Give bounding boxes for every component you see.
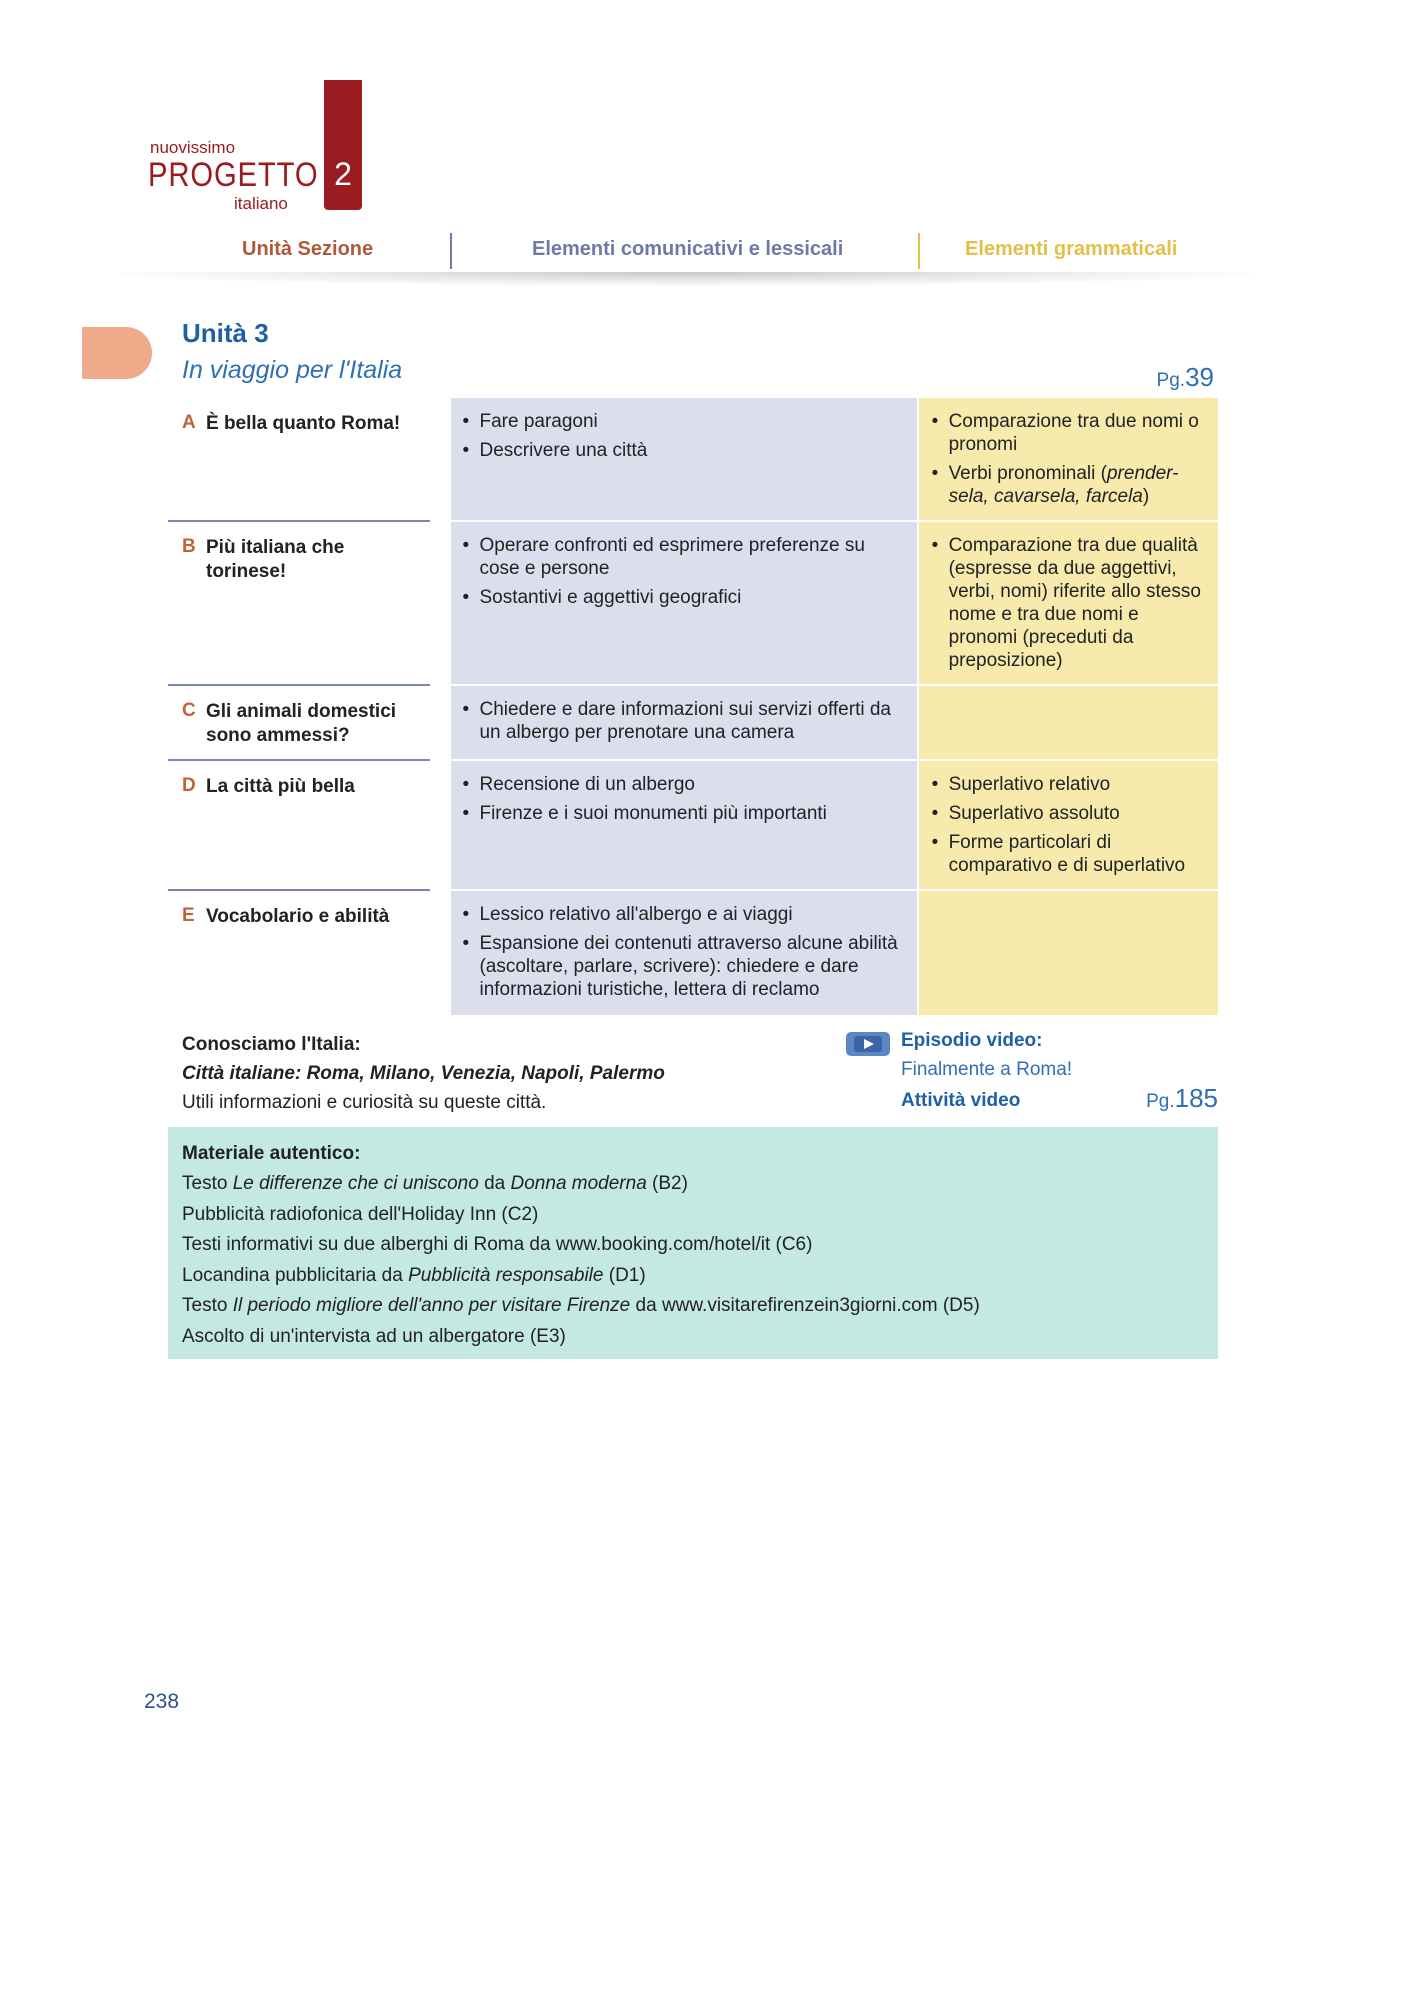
communicative-item: • Sostantivi e aggettivi geografici — [461, 586, 908, 609]
table-row — [168, 686, 1218, 761]
page-number: 39 — [1185, 362, 1214, 392]
section-title: La città più bella — [206, 776, 355, 797]
authentic-text: da www.visitarefirenzein3giorni.com (D5) — [630, 1295, 980, 1316]
video-activity-label: Attività video — [901, 1090, 1021, 1111]
grammar-text: Comparazione tra due nomi o pronomi — [948, 411, 1199, 455]
unit-tab-marker — [82, 327, 152, 379]
grammar-item — [931, 773, 1212, 796]
know-italy-cities: Città italiane: Roma, Milano, Venezia, Napoli, Palermo — [182, 1063, 665, 1084]
page-label: Pg. — [1156, 370, 1186, 391]
authentic-materials-box — [168, 1127, 1218, 1359]
section-letter: E — [182, 905, 195, 926]
table-row — [168, 761, 1218, 891]
header-shadow — [120, 272, 1250, 286]
communicative-item: • Descrivere una città — [461, 439, 908, 462]
video-episode-label: Episodio video: — [901, 1030, 1043, 1051]
authentic-text: Donna moderna — [510, 1173, 647, 1194]
table-row — [168, 398, 1218, 522]
communicative-cell — [451, 761, 916, 889]
communicative-item: • Espansione dei contenuti attraverso alcune abilità (ascoltare, parlare, scrivere): chiedere e dare informazioni turistiche, lettera di reclamo — [461, 932, 908, 1001]
authentic-text: Testi informativi su due alberghi di Roma da www.booking.com/hotel/it (C6) — [182, 1234, 813, 1255]
header-unit-section: Unità Sezione — [242, 238, 374, 260]
grammar-item — [931, 534, 1212, 672]
section-cell — [168, 891, 430, 1015]
grammar-text: Verbi pronominali ( — [948, 463, 1107, 484]
section-letter: C — [182, 700, 196, 721]
authentic-text: (B2) — [646, 1173, 688, 1194]
table-row — [168, 891, 1218, 1015]
authentic-text: da — [478, 1173, 511, 1194]
section-cell — [168, 761, 430, 891]
header-grammar: Elementi grammaticali — [965, 238, 1178, 260]
syllabus-table — [168, 398, 1218, 1015]
grammar-text: Comparazione tra due qualità (espresse da due aggettivi, verbi, nomi) riferite allo stesso nome e tra due nomi e pronomi (preceduti da preposizione) — [948, 535, 1201, 671]
authentic-text: (D1) — [603, 1264, 646, 1286]
authentic-item — [182, 1230, 1204, 1261]
logo-small-text: nuovissimo — [150, 138, 236, 157]
grammar-text: Superlativo assoluto — [948, 803, 1120, 824]
authentic-item — [182, 1169, 1204, 1200]
grammar-text: Superlativo relativo — [948, 774, 1111, 795]
grammar-text: ) — [1142, 486, 1150, 507]
communicative-item: • Operare confronti ed esprimere preferenze su cose e persone — [461, 534, 908, 580]
authentic-item — [182, 1261, 1204, 1292]
authentic-item — [182, 1322, 1204, 1353]
communicative-cell — [451, 522, 916, 684]
section-title: Più italiana che torinese! — [206, 537, 345, 582]
authentic-text: Le differenze che ci uniscono — [232, 1173, 479, 1194]
authentic-text: Pubblicità radiofonica dell'Holiday Inn (C2) — [182, 1203, 539, 1225]
communicative-item: • Lessico relativo all'albergo e ai viaggi — [461, 903, 908, 926]
communicative-cell — [451, 891, 916, 1015]
page-number-footer: 238 — [144, 1690, 180, 1713]
header-communicative: Elementi comunicativi e lessicali — [532, 238, 844, 260]
header-divider — [918, 233, 920, 269]
grammar-cell — [919, 398, 1218, 520]
video-play-icon — [846, 1032, 890, 1056]
authentic-text: Locandina pubblicitaria da — [182, 1264, 409, 1286]
communicative-item: • Fare paragoni — [461, 410, 908, 433]
section-cell — [168, 686, 430, 761]
grammar-cell — [919, 891, 1218, 1015]
authentic-text: Testo — [182, 1173, 233, 1194]
grammar-item — [931, 410, 1212, 456]
know-italy-info: Utili informazioni e curiosità su queste città. — [182, 1092, 547, 1113]
grammar-text: Forme particolari di comparativo e di superlativo — [948, 832, 1186, 876]
logo-big-text: PROGETTO — [148, 156, 319, 194]
header-divider — [450, 233, 452, 269]
logo-sub-text: italiano — [234, 194, 288, 213]
know-italy-section — [182, 1030, 665, 1117]
unit-page-ref — [1157, 362, 1214, 393]
know-italy-heading: Conosciamo l'Italia: — [182, 1034, 361, 1055]
authentic-text: Pubblicità responsabile — [408, 1264, 604, 1286]
unit-title: Unità 3 — [182, 318, 269, 348]
authentic-item — [182, 1291, 1204, 1322]
grammar-text: prender-sela, cavarsela, farcela — [948, 463, 1179, 507]
grammar-item — [931, 831, 1212, 877]
authentic-item — [182, 1200, 1204, 1231]
authentic-heading: Materiale autentico: — [182, 1143, 361, 1164]
section-cell — [168, 522, 430, 686]
series-logo — [146, 80, 376, 220]
authentic-text: Ascolto di un'intervista ad un albergatore (E3) — [182, 1325, 566, 1347]
section-title: Vocabolario e abilità — [206, 906, 390, 927]
section-letter: B — [182, 536, 196, 557]
section-letter: D — [182, 775, 196, 796]
communicative-cell — [451, 686, 916, 759]
table-row — [168, 522, 1218, 686]
communicative-item: • Chiedere e dare informazioni sui servizi offerti da un albergo per prenotare una camera — [461, 698, 908, 744]
section-title: Gli animali domestici sono ammessi? — [206, 701, 397, 746]
page-label: Pg. — [1146, 1091, 1175, 1112]
section-letter: A — [182, 412, 196, 433]
authentic-text: Testo — [182, 1295, 233, 1316]
grammar-cell — [919, 686, 1218, 759]
communicative-cell — [451, 398, 916, 520]
video-page-ref — [1146, 1083, 1218, 1114]
authentic-text: Il periodo migliore dell'anno per visitare Firenze — [232, 1295, 631, 1316]
logo-volume-number: 2 — [334, 156, 352, 192]
section-cell — [168, 398, 430, 522]
section-title: È bella quanto Roma! — [206, 413, 401, 434]
grammar-cell — [919, 761, 1218, 889]
unit-subtitle: In viaggio per l'Italia — [182, 356, 403, 384]
page-number: 185 — [1174, 1083, 1218, 1113]
video-episode-title: Finalmente a Roma! — [901, 1059, 1073, 1080]
communicative-item: • Firenze e i suoi monumenti più importanti — [461, 802, 908, 825]
grammar-cell — [919, 522, 1218, 684]
grammar-item — [931, 462, 1212, 508]
communicative-item: • Recensione di un albergo — [461, 773, 908, 796]
grammar-item — [931, 802, 1212, 825]
